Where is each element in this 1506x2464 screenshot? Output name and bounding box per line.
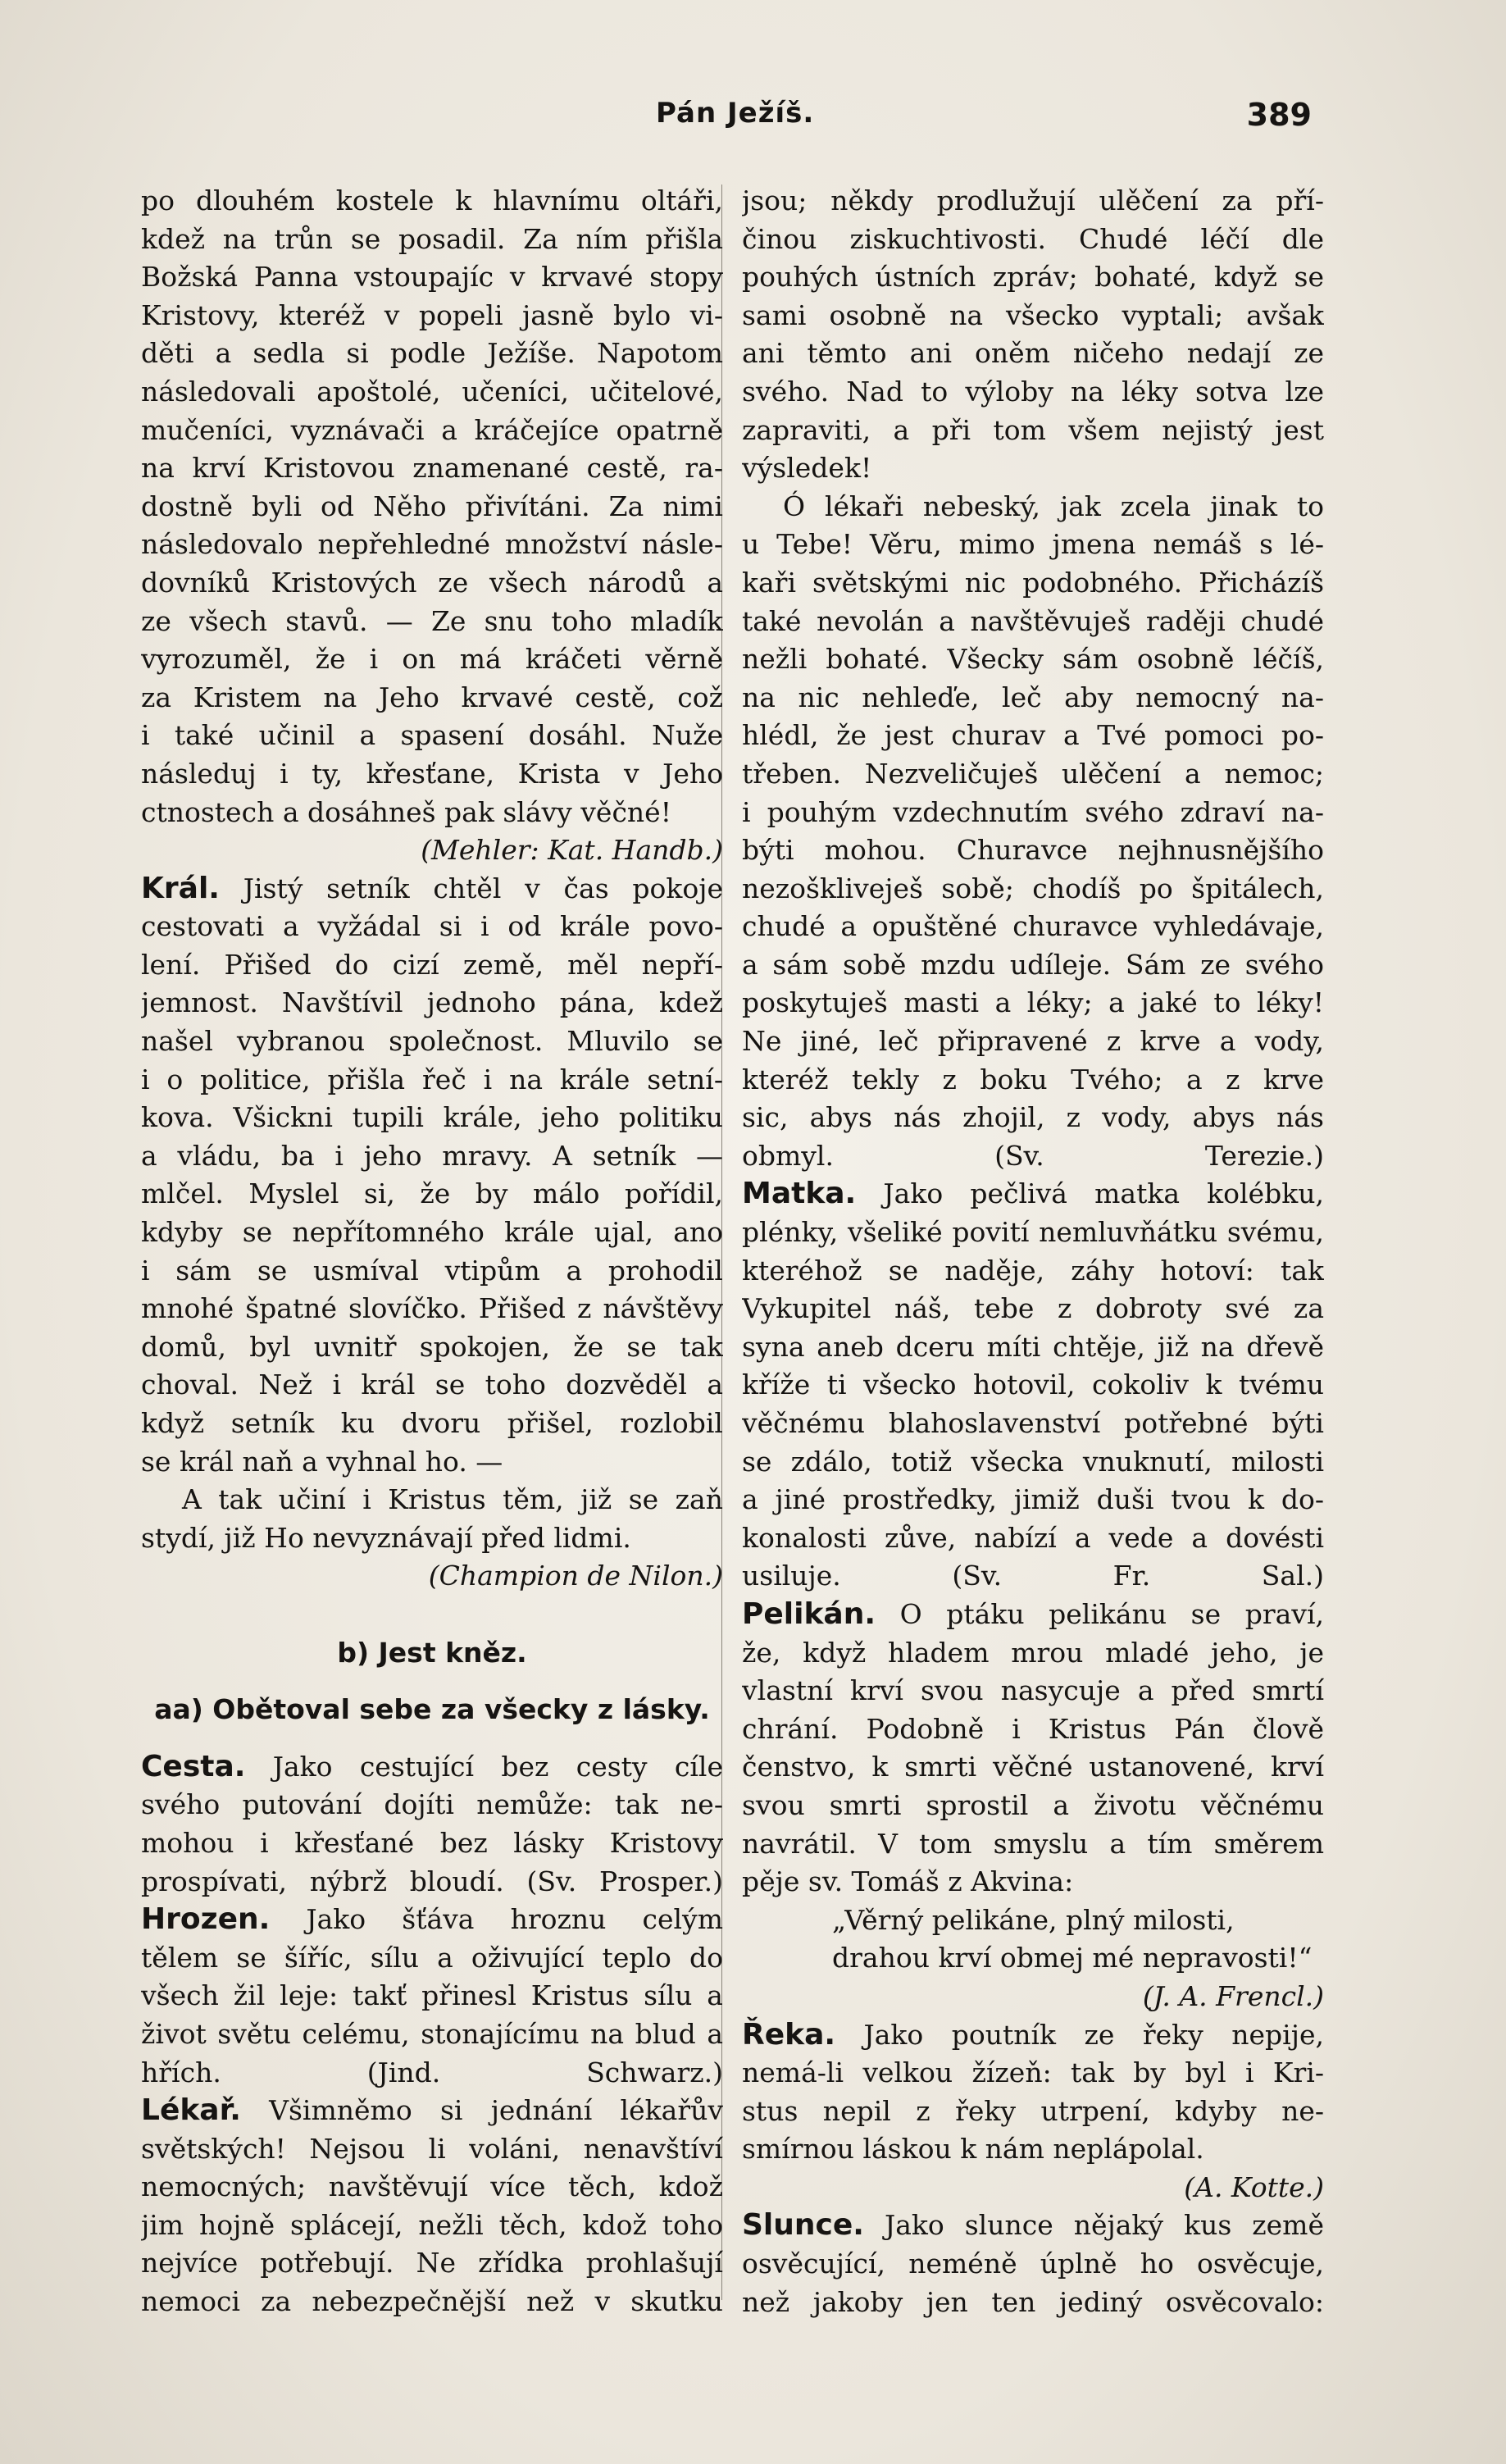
text-line: syna aneb dceru míti chtěje, již na dřevě — [742, 1330, 1324, 1363]
text-line: i také učinil a spasení dosáhl. Nuže — [141, 719, 723, 752]
text-line: mučeníci, vyznávači a kráčejíce opatrně — [141, 413, 723, 446]
text-line: činou ziskuchtivosti. Chudé léčí dle — [742, 222, 1324, 255]
text-line: svého. Nad to výloby na léky sotva lze — [742, 375, 1324, 408]
text-line: lení. Přišed do cizí země, měl nepří- — [141, 948, 723, 981]
text-line: hlédl, že jest churav a Tvé pomoci po- — [742, 719, 1324, 752]
text-line: poskytuješ masti a léky; a jaké to léky! — [742, 986, 1324, 1019]
text-line: plénky, všeliké povití nemluvňátku svému, — [742, 1216, 1324, 1249]
entry-reka-body — [742, 2054, 1324, 2169]
text-line: svou smrti sprostil a životu věčnému — [742, 1788, 1324, 1821]
entry-kral-source: (Champion de Nilon.) — [428, 1560, 723, 1592]
entry-matka — [742, 1175, 1324, 1596]
text-line: Božská Panna vstoupajíc v krvavé stopy — [141, 261, 723, 294]
text-line: drahou krví obmej mé nepravosti!“ — [832, 1942, 1313, 1974]
text-line: dovníků Kristových ze všech národů a — [141, 566, 723, 599]
text-line: navrátil. V tom smyslu a tím směrem — [742, 1827, 1324, 1860]
text-line: cestovati a vyžádal si i od krále povo- — [141, 910, 723, 943]
text-line: kteréž tekly z boku Tvého; a z krve — [742, 1063, 1324, 1095]
entry-cesta — [141, 1748, 723, 1901]
text-line: prospívati, nýbrž bloudí. (Sv. Prosper.) — [141, 1865, 723, 1897]
entry-pelikan-verse — [742, 1902, 1324, 1978]
text-line: když setník ku dvoru přišel, rozlobil — [141, 1407, 723, 1439]
text-line: domů, byl uvnitř spokojen, že se tak — [141, 1330, 723, 1363]
keyword-kral: Král. — [141, 871, 220, 905]
keyword-matka: Matka. — [742, 1177, 857, 1211]
text-line: a sám sobě mzdu udíleje. Sám ze svého — [742, 948, 1324, 981]
text-line: a vládu, ba i jeho mravy. A setník — — [141, 1139, 723, 1172]
entry-cesta-body — [141, 1786, 723, 1901]
entry-pelikan-body — [742, 1634, 1324, 1902]
intro-source: (Mehler: Kat. Handb.) — [421, 834, 723, 867]
text-line: i sám se usmíval vtipům a prohodil — [141, 1254, 723, 1287]
text-line: Vykupitel náš, tebe z dobroty své za — [742, 1292, 1324, 1325]
section-heading-aa: aa) Obětoval sebe za všecky z lásky. — [154, 1693, 710, 1726]
keyword-hrozen: Hrozen. — [141, 1902, 271, 1937]
text-line: konalosti zůve, nabízí a vede a dovésti — [742, 1521, 1324, 1554]
text-line: nemocných; navštěvují více těch, kdož — [141, 2170, 723, 2203]
text-line: jemnost. Navštívil jednoho pána, kdež — [141, 986, 723, 1019]
text-line: život světu celému, stonajícímu na blud a — [141, 2017, 723, 2050]
keyword-slunce: Slunce. — [742, 2208, 864, 2243]
text-line: jsou; někdy prodlužují ulěčení za pří- — [742, 184, 1324, 216]
keyword-pelikan: Pelikán. — [742, 1596, 876, 1631]
text-line: za Kristem na Jeho krvavé cestě, což — [141, 681, 723, 713]
text-line: kdež na trůn se posadil. Za ním přišla — [141, 222, 723, 255]
text-line: čenstvo, k smrti věčné ustanovené, krví — [742, 1751, 1324, 1783]
text-line: na krví Kristovou znamenané cestě, ra- — [141, 452, 723, 485]
text-line: a jiné prostředky, jimiž duši tvou k do- — [742, 1483, 1324, 1516]
text-line: tělem se šíříc, sílu a oživující teplo do — [141, 1941, 723, 1974]
text-line: nejvíce potřebují. Ne zřídka prohlašují — [141, 2247, 723, 2280]
text-line: obmyl. (Sv. Terezie.) — [742, 1139, 1324, 1172]
entry-slunce-first-line: Slunce. Jako slunce nějaký kus země — [742, 2208, 1324, 2243]
entry-hrozen — [141, 1901, 723, 2092]
entry-reka-first-line: Řeka. Jako poutník ze řeky nepije, — [742, 2017, 1324, 2052]
text-line: než jakoby jen ten jediný osvěcovalo: — [742, 2285, 1324, 2318]
entry-lekar — [141, 2092, 723, 2321]
entry-pelikan-first-line: Pelikán. O ptáku pelikánu se praví, — [742, 1596, 1324, 1631]
text-line: dostně byli od Něho přivítáni. Za nimi — [141, 490, 723, 522]
text-line: po dlouhém kostele k hlavnímu oltáři, — [141, 184, 723, 216]
entry-pelikan-source: (J. A. Frencl.) — [1142, 1979, 1324, 2012]
text-line: choval. Než i král se toho dozvěděl a — [141, 1369, 723, 1401]
text-line: také nevolán a navštěvuješ raději chudé — [742, 604, 1324, 637]
text-line: kdyby se nepřítomného krále ujal, ano — [141, 1216, 723, 1249]
text-line: hřích. (Jind. Schwarz.) — [141, 2056, 723, 2088]
text-line: sami osobně na všecko vyptali; avšak — [742, 298, 1324, 331]
text-line: děti a sedla si podle Ježíše. Napotom — [141, 337, 723, 370]
text-line: sic, abys nás zhojil, z vody, abys nás — [742, 1101, 1324, 1134]
text-line: chrání. Podobně i Kristus Pán člově — [742, 1712, 1324, 1745]
right-column — [742, 182, 1324, 2321]
text-line: Kristovy, kteréž v popeli jasně bylo vi- — [141, 298, 723, 331]
text-line: ani těmto ani oněm ničeho nedají ze — [742, 337, 1324, 370]
text-line: jim hojně splácejí, nežli těch, kdož toho — [141, 2208, 723, 2241]
entry-slunce-body — [742, 2245, 1324, 2321]
entry-pelikan — [742, 1596, 1324, 2016]
entry-kral — [141, 870, 723, 1596]
entry-matka-first-line: Matka. Jako pečlivá matka kolébku, — [742, 1177, 1324, 1211]
entry-kral-body — [141, 908, 723, 1481]
entry-cesta-first-line: Cesta. Jako cestující bez cesty cíle — [141, 1749, 723, 1783]
left-column — [141, 182, 723, 2321]
text-line: usiluje. (Sv. Fr. Sal.) — [742, 1560, 1324, 1592]
text-line: stydí, již Ho nevyznávají před lidmi. — [141, 1521, 631, 1554]
text-line: výsledek! — [742, 452, 872, 485]
text-line: nemoci za nebezpečnější než v skutku — [141, 2285, 723, 2318]
text-line: osvěcující, neméně úplně ho osvěcuje, — [742, 2248, 1324, 2280]
section-heading-b: b) Jest kněz. — [337, 1636, 527, 1669]
text-line: smírnou láskou k nám neplápolal. — [742, 2133, 1204, 2166]
entry-lekar-body — [141, 2130, 723, 2321]
text-line: Ne jiné, leč připravené z krve a vody, — [742, 1025, 1324, 1058]
text-line: kteréhož se naděje, záhy hotoví: tak — [742, 1254, 1324, 1287]
text-line: kaři světskými nic podobného. Přicházíš — [742, 566, 1324, 599]
entry-reka-source: (A. Kotte.) — [1184, 2170, 1324, 2203]
text-line: ze všech stavů. — Ze snu toho mladík — [141, 604, 723, 637]
text-line: zapraviti, a při tom všem nejistý jest — [742, 413, 1324, 446]
text-line: „Věrný pelikáne, plný milosti, — [832, 1903, 1235, 1936]
entry-lekar-continuation — [742, 182, 1324, 1175]
text-line: věčnému blahoslavenství potřebné býti — [742, 1407, 1324, 1439]
text-line: pouhých ústních zpráv; bohaté, když se — [742, 261, 1324, 294]
text-line: stus nepil z řeky utrpení, kdyby ne- — [742, 2094, 1324, 2127]
text-line: světských! Nejsou li voláni, nenavštíví — [141, 2132, 723, 2165]
text-line: pěje sv. Tomáš z Akvina: — [742, 1865, 1074, 1898]
text-line: Ó lékaři nebeský, jak zcela jinak to — [783, 490, 1324, 522]
text-line: mnohé špatné slovíčko. Přišed z návštěvy — [141, 1292, 723, 1325]
text-line: mlčel. Myslel si, že by málo pořídil, — [141, 1177, 723, 1210]
text-line: vlastní krví svou nasycuje a před smrtí — [742, 1674, 1324, 1707]
text-line: následovali apoštolé, učeníci, učitelové, — [141, 375, 723, 408]
text-line: A tak učiní i Kristus těm, již se zaň — [182, 1483, 723, 1516]
text-line: kova. Všickni tupili krále, jeho politiku — [141, 1101, 723, 1134]
text-line: i o politice, přišla řeč i na krále setní- — [141, 1063, 723, 1095]
entry-hrozen-first-line: Hrozen. Jako šťáva hroznu celým — [141, 1902, 723, 1937]
text-line: i pouhým vzdechnutím svého zdraví na- — [742, 795, 1324, 828]
entry-kral-moral — [141, 1481, 723, 1557]
entry-matka-body — [742, 1214, 1324, 1596]
entry-reka — [742, 2016, 1324, 2207]
text-line: u Tebe! Věru, mimo jmena nemáš s lé- — [742, 528, 1324, 561]
text-line: nemá-li velkou žízeň: tak by byl i Kri- — [742, 2056, 1324, 2089]
text-line: následuj i ty, křesťane, Krista v Jeho — [141, 757, 723, 790]
page-number: 389 — [1246, 97, 1312, 133]
entry-hrozen-body — [141, 1939, 723, 2092]
entry-slunce — [742, 2207, 1324, 2321]
text-line: býti mohou. Churavce nejhnusnějšího — [742, 834, 1324, 867]
keyword-reka: Řeka. — [742, 2017, 836, 2052]
text-line: všech žil leje: takť přinesl Kristus sílu a — [141, 1979, 723, 2012]
text-line: následovalo nepřehledné množství násle- — [141, 528, 723, 561]
text-line: že, když hladem mrou mladé jeho, je — [742, 1636, 1324, 1669]
text-line: třeben. Nezveličuješ ulěčení a nemoc; — [742, 757, 1324, 790]
intro-paragraph — [141, 182, 723, 831]
text-line: našel vybranou společnost. Mluvilo se — [141, 1025, 723, 1058]
keyword-cesta: Cesta. — [141, 1749, 246, 1783]
entry-kral-first-line: Král. Jistý setník chtěl v čas pokoje — [141, 871, 723, 905]
text-line: mohou i křesťané bez lásky Kristovy — [141, 1826, 723, 1859]
keyword-lekar: Lékař. — [141, 2093, 241, 2128]
text-line: se zdálo, totiž všecka vnuknutí, milosti — [742, 1445, 1324, 1478]
entry-lekar-first-line: Lékař. Všimněmo si jednání lékařův — [141, 2093, 723, 2128]
text-line: se král naň a vyhnal ho. — — [141, 1445, 503, 1478]
text-line: ctnostech a dosáhneš pak slávy věčné! — [141, 795, 671, 828]
text-line: nezoškliveješ sobě; chodíš po špitálech, — [742, 872, 1324, 904]
text-line: svého putování dojíti nemůže: tak ne- — [141, 1788, 723, 1821]
text-line: chudé a opuštěné churavce vyhledávaje, — [742, 910, 1324, 943]
text-line: kříže ti všecko hotovil, cokoliv k tvému — [742, 1369, 1324, 1401]
text-line: nežli bohaté. Všecky sám osobně léčíš, — [742, 643, 1324, 676]
text-line: na nic nehleďe, leč aby nemocný na- — [742, 681, 1324, 713]
page-header — [131, 97, 1312, 146]
text-line: vyrozuměl, že i on má kráčeti věrně — [141, 643, 723, 676]
running-title: Pán Ježíš. — [656, 97, 815, 130]
